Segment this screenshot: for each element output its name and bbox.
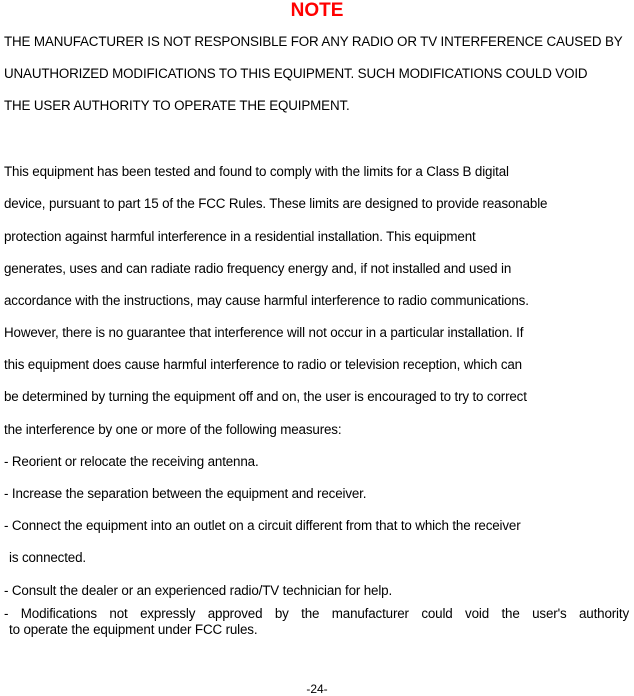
compliance-line-7: this equipment does cause harmful interference to radio or television reception, which can — [4, 357, 522, 372]
measure-separation: - Increase the separation between the equipment and receiver. — [4, 486, 367, 501]
modifications-notice — [4, 606, 629, 638]
modifications-line-2: to operate the equipment under FCC rules. — [9, 622, 258, 637]
compliance-line-9: the interference by one or more of the following measures: — [4, 422, 342, 437]
modifications-line-1: - Modifications not expressly approved by the manufacturer could void the user's authority — [4, 606, 629, 621]
compliance-line-8: be determined by turning the equipment off and on, the user is encouraged to try to correct — [4, 389, 527, 404]
compliance-line-4: generates, uses and can radiate radio frequency energy and, if not installed and used in — [4, 261, 512, 276]
compliance-line-1: This equipment has been tested and found to comply with the limits for a Class B digital — [4, 164, 509, 179]
page-number: -24- — [306, 682, 328, 696]
measure-consult: - Consult the dealer or an experienced radio/TV technician for help. — [4, 583, 393, 598]
disclaimer-line-2: UNAUTHORIZED MODIFICATIONS TO THIS EQUIPMENT. SUCH MODIFICATIONS COULD VOID — [4, 66, 588, 81]
disclaimer-line-1: THE MANUFACTURER IS NOT RESPONSIBLE FOR ANY RADIO OR TV INTERFERENCE CAUSED BY — [4, 34, 623, 49]
measure-outlet: - Connect the equipment into an outlet on a circuit different from that to which the receiver — [4, 518, 521, 533]
compliance-line-5: accordance with the instructions, may cause harmful interference to radio communications. — [4, 293, 529, 308]
notice-title: NOTE — [290, 0, 344, 21]
measure-outlet-continued: is connected. — [9, 550, 86, 565]
compliance-line-2: device, pursuant to part 15 of the FCC Rules. These limits are designed to provide reasonable — [4, 196, 548, 211]
compliance-line-3: protection against harmful interference in a residential installation. This equipment — [4, 229, 476, 244]
compliance-line-6: However, there is no guarantee that interference will not occur in a particular installation. If — [4, 325, 524, 340]
measure-reorient: - Reorient or relocate the receiving antenna. — [4, 454, 259, 469]
disclaimer-line-3: THE USER AUTHORITY TO OPERATE THE EQUIPMENT. — [4, 98, 350, 113]
